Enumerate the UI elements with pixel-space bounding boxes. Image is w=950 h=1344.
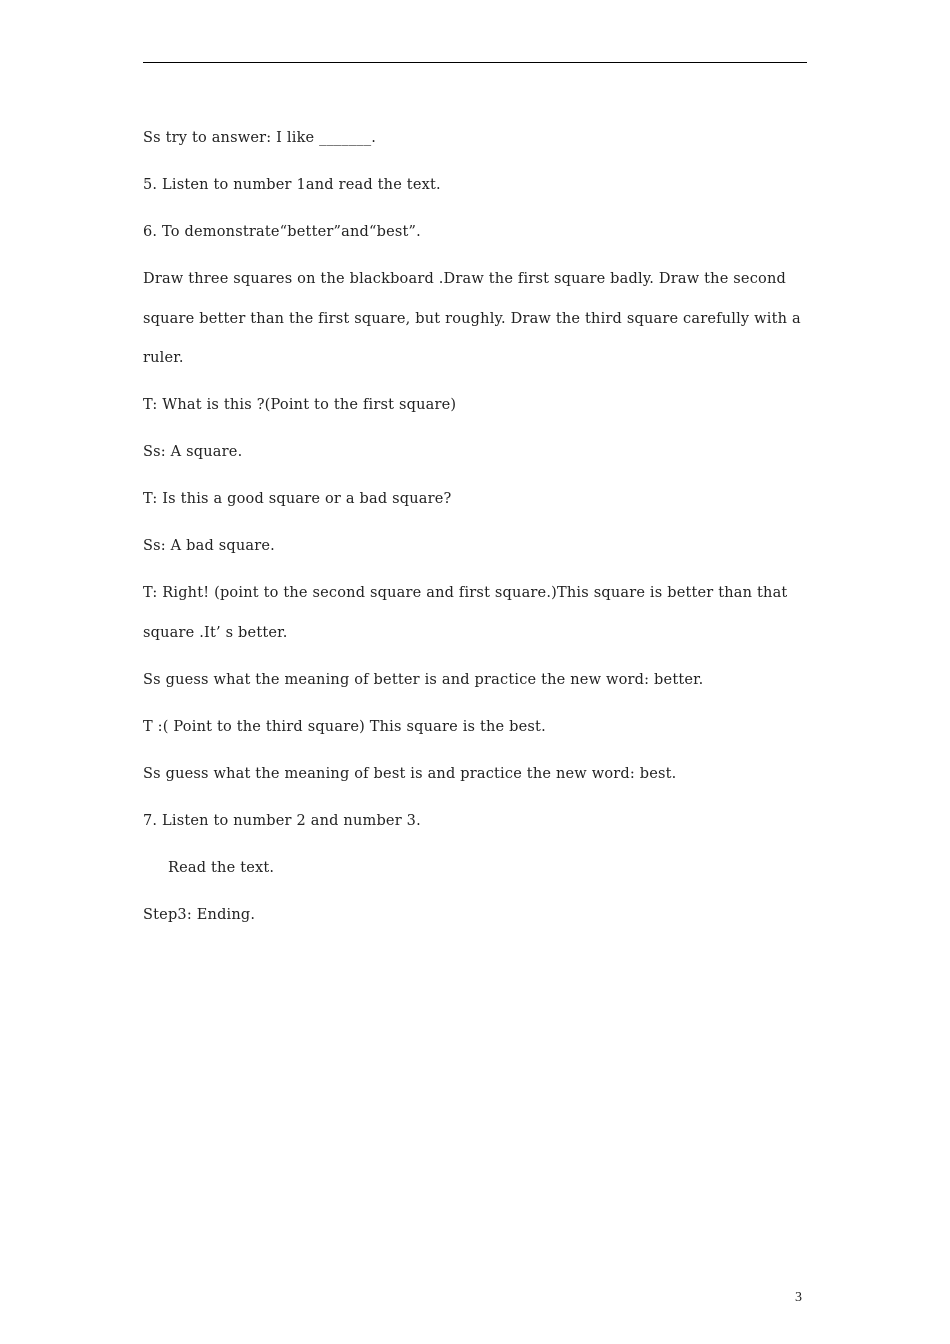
paragraph-read-text: Read the text. (168, 859, 275, 876)
paragraph-step-7: 7. Listen to number 2 and number 3. (143, 812, 421, 829)
paragraph-step-5: 5. Listen to number 1and read the text. (143, 177, 441, 193)
page-number: 3 (795, 1290, 802, 1305)
document-body (143, 125, 807, 949)
paragraph-teacher-best: T :( Point to the third square) This square is the best. (143, 718, 546, 735)
paragraph-guess-better: Ss guess what the meaning of better is and practice the new word: better. (143, 671, 704, 688)
header-rule (143, 62, 807, 63)
paragraph-answer: Ss try to answer: I like _______. (143, 130, 377, 146)
paragraph-step-6: 6. To demonstrate“better”and“best”. (143, 224, 421, 240)
paragraph-teacher-question-1: T: What is this ?(Point to the first square) (143, 397, 457, 413)
paragraph-draw-squares: Draw three squares on the blackboard .Draw the first square badly. Draw the second square better than the first square, but roughly. Draw the third square carefully with a ruler. (143, 271, 806, 366)
paragraph-teacher-question-2: T: Is this a good square or a bad square? (143, 491, 452, 507)
paragraph-teacher-better: T: Right! (point to the second square and first square.)This square is better than that square .It’ s better. (143, 585, 793, 641)
paragraph-step-3-ending: Step3: Ending. (143, 906, 256, 923)
paragraph-student-answer-1: Ss: A square. (143, 444, 243, 460)
paragraph-guess-best: Ss guess what the meaning of best is and practice the new word: best. (143, 765, 677, 782)
paragraph-student-answer-2: Ss: A bad square. (143, 538, 275, 554)
